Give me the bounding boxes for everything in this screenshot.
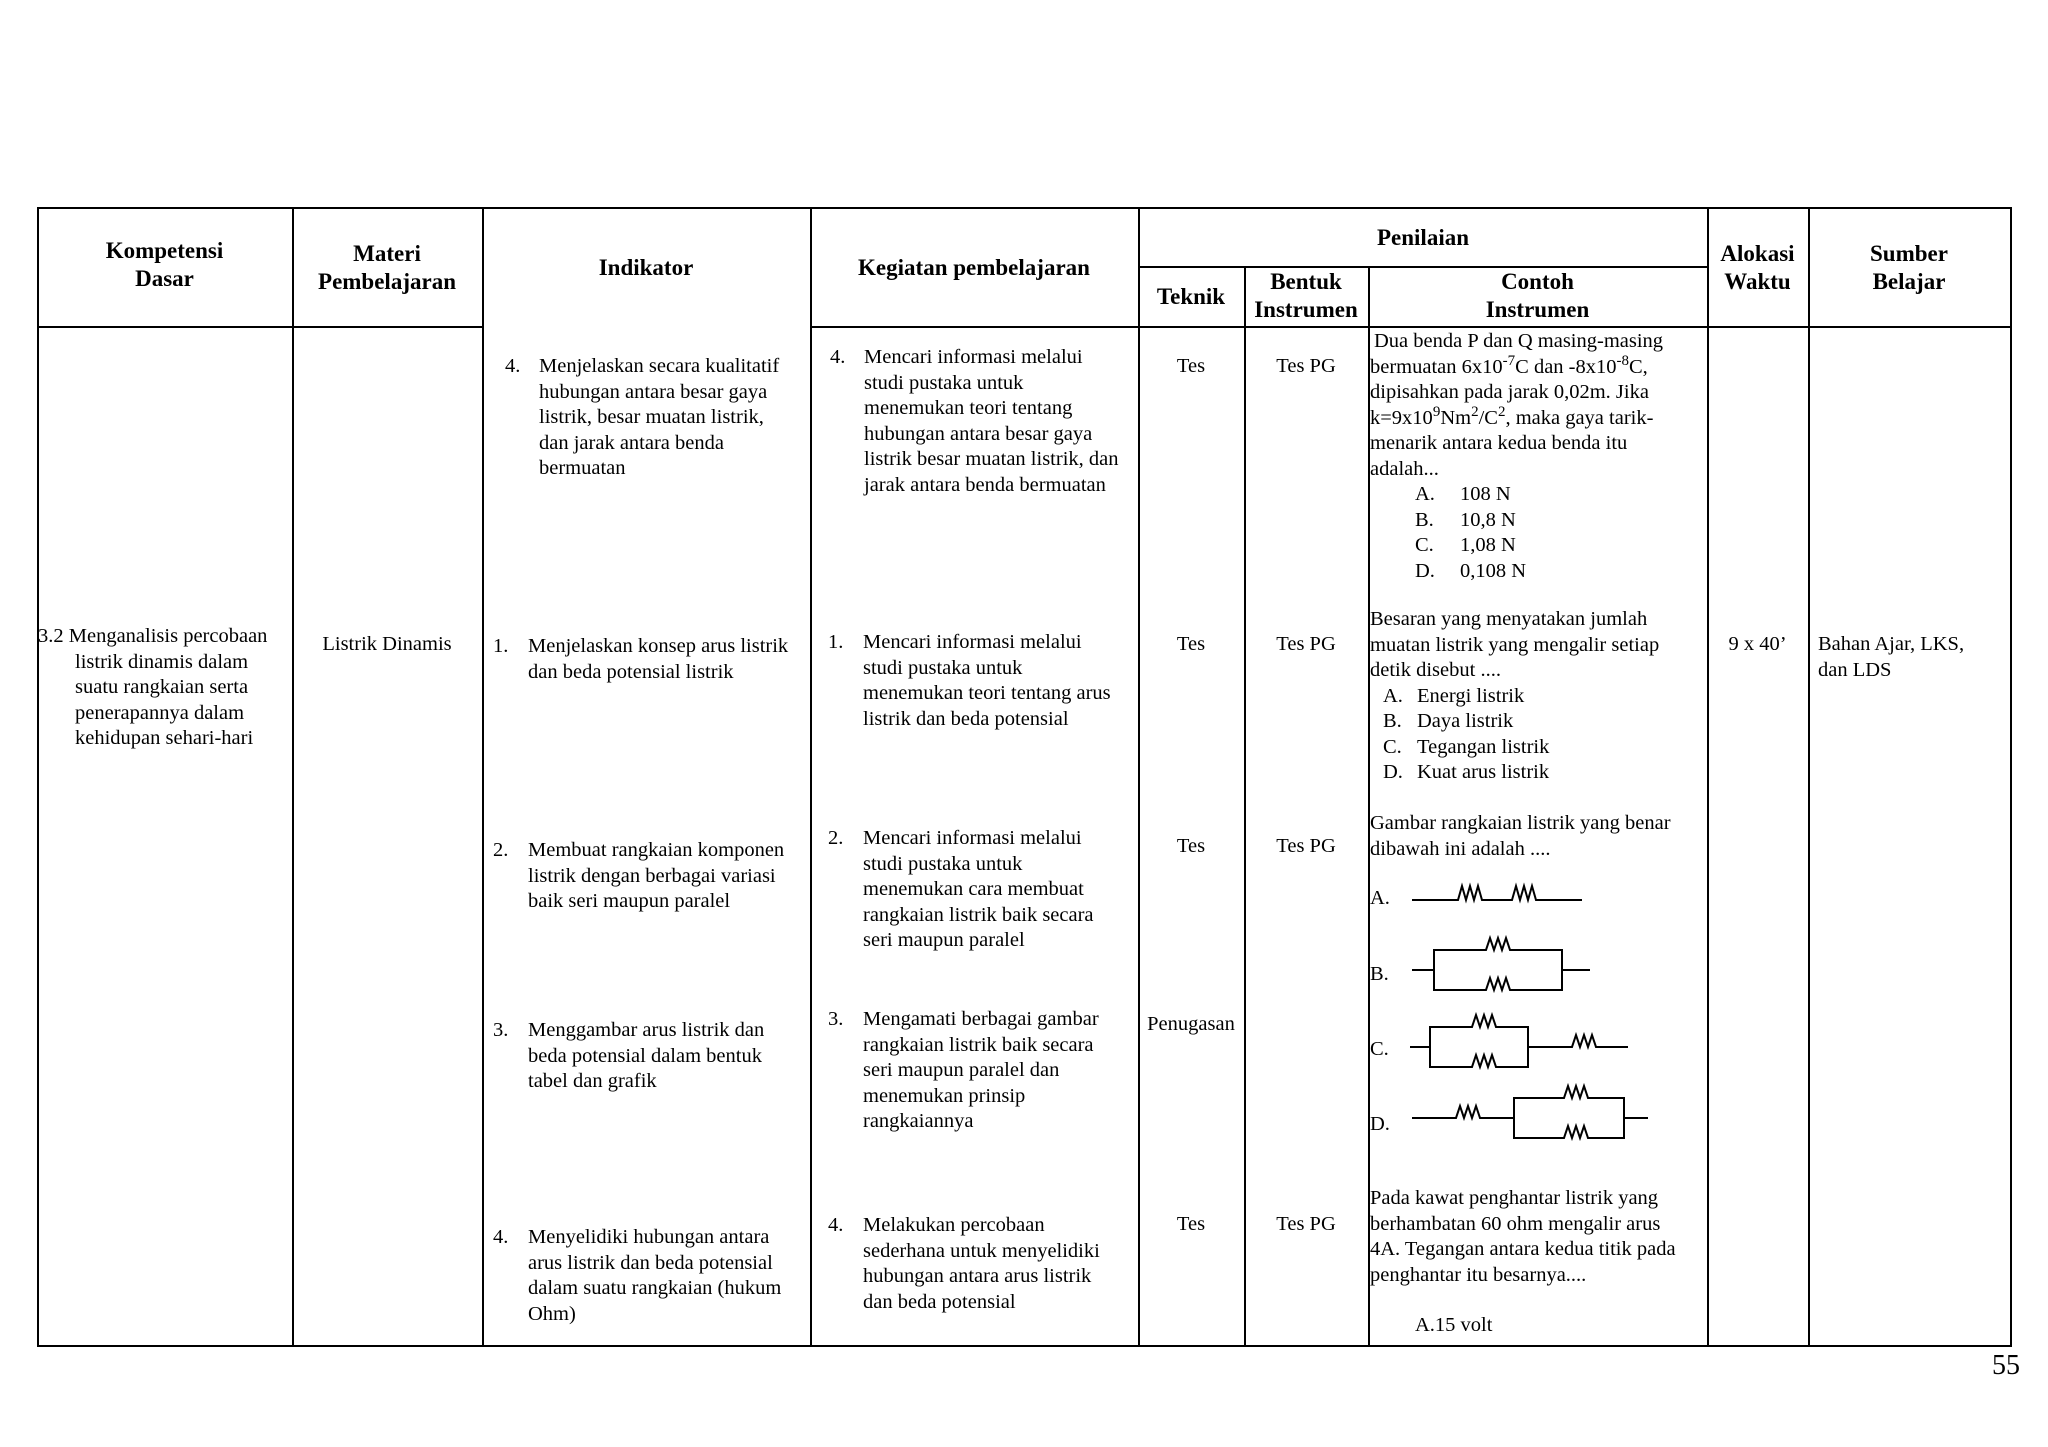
header-alokasi: Alokasi Waktu [1720,241,1795,294]
col-border-0 [37,207,39,1347]
header-bottom-border [37,326,483,328]
bentuk-cell: Tes PG [1276,835,1336,857]
header-contoh: Contoh Instrumen [1485,269,1590,322]
circuit-diagram-c [1400,1005,1640,1075]
page-number: 55 [1992,1350,2020,1381]
header-kompetensi: Kompetensi Dasar [105,238,224,291]
header-bottom-border-2 [810,326,2012,328]
header-bentuk: Bentuk Instrumen [1254,269,1358,322]
kegiatan-item: 4. Melakukan percobaan sederhana untuk menyelidiki hubungan antara arus listrik dan beda potensial [828,1214,1100,1313]
kd-text: 3.2 Menganalisis percobaan listrik dinamis dalam suatu rangkaian serta penerapannya dalam kehidupan sehari-hari [38,625,268,749]
header-sumber: Sumber Belajar [1870,241,1948,294]
col-border-5 [1244,266,1246,1347]
col-border-3 [810,207,812,1347]
sumber-cell: Bahan Ajar, LKS, dan LDS [1818,633,1965,681]
materi-text: Listrik Dinamis [322,633,452,655]
header-kegiatan: Kegiatan pembelajaran [858,255,1090,280]
option-d-label: D. [1370,1113,1390,1135]
indikator-item: 2. Membuat rangkaian komponen listrik dengan berbagai variasi baik seri maupun paralel [493,839,785,912]
col-border-9 [2010,207,2012,1347]
question-4: Pada kawat penghantar listrik yang berhambatan 60 ohm mengalir arus 4A. Tegangan antara kedua titik pada penghantar itu besarnya.... A.15 volt [1370,1187,1676,1336]
indikator-item: 1. Menjelaskan konsep arus listrik dan beda potensial listrik [493,635,789,683]
bentuk-cell: Tes PG [1276,1213,1336,1235]
question-2: Besaran yang menyatakan jumlah muatan listrik yang mengalir setiap detik disebut .... A. Energi listrik B. Daya listrik C. Tegangan listrik D. Kuat arus listrik [1370,608,1660,783]
header-indikator: Indikator [598,255,694,280]
alokasi-cell: 9 x 40’ [1728,633,1787,655]
teknik-cell: Tes [1176,1213,1206,1235]
circuit-diagram-b [1400,930,1600,1000]
teknik-cell: Tes [1176,355,1206,377]
teknik-cell: Tes [1176,835,1206,857]
kegiatan-item: 1. Mencari informasi melalui studi pustaka untuk menemukan teori tentang arus listrik dan beda potensial [828,631,1111,730]
col-border-8 [1808,207,1810,1347]
table-top-border [37,207,2012,209]
table-bottom-border [37,1345,2012,1347]
question-3: Gambar rangkaian listrik yang benar dibawah ini adalah .... [1370,812,1671,860]
header-penilaian: Penilaian [1376,225,1469,250]
header-teknik: Teknik [1156,284,1226,309]
bentuk-cell: Tes PG [1276,355,1336,377]
col-border-7 [1707,207,1709,1347]
question-1: Dua benda P dan Q masing-masing bermuatan $6x10^{-7}C$ dan $-8x10^{-8}C$, dipisahkan pada jarak 0,02m. Jika $k=9x10^9Nm^2/C^2$, maka gaya tarik- menarik antara kedua benda itu adalah... A. 108 N B. 10,8 N C. 1,08 N D. 0,108 N [1370,330,1664,582]
indikator-item: 3. Menggambar arus listrik dan beda potensial dalam bentuk tabel dan grafik [493,1019,765,1092]
bentuk-cell: Tes PG [1276,633,1336,655]
indikator-item: 4. Menyelidiki hubungan antara arus listrik dan beda potensial dalam suatu rangkaian (hukum Ohm) [493,1226,782,1325]
kegiatan-item: 2. Mencari informasi melalui studi pustaka untuk menemukan cara membuat rangkaian listrik baik secara seri maupun paralel [828,827,1094,951]
option-c-label: C. [1370,1038,1389,1060]
option-a-label: A. [1370,887,1390,909]
circuit-diagram-a [1400,870,1600,910]
teknik-cell: Penugasan [1147,1013,1235,1035]
indikator-item: 4. Menjelaskan secara kualitatif hubungan antara besar gaya listrik, besar muatan listrik, dan jarak antara benda bermuatan [505,355,780,479]
kegiatan-item: 4. Mencari informasi melalui studi pustaka untuk menemukan teori tentang hubungan antara besar gaya listrik besar muatan listrik, dan jarak antara benda bermuatan [830,346,1119,496]
col-border-2 [482,207,484,1347]
col-border-1 [292,207,294,1347]
circuit-diagram-d [1400,1080,1660,1150]
option-b-label: B. [1370,963,1389,985]
header-materi: Materi Pembelajaran [318,241,456,294]
kegiatan-item: 3. Mengamati berbagai gambar rangkaian listrik baik secara seri maupun paralel dan menemukan prinsip rangkaiannya [828,1008,1099,1132]
teknik-cell: Tes [1176,633,1206,655]
